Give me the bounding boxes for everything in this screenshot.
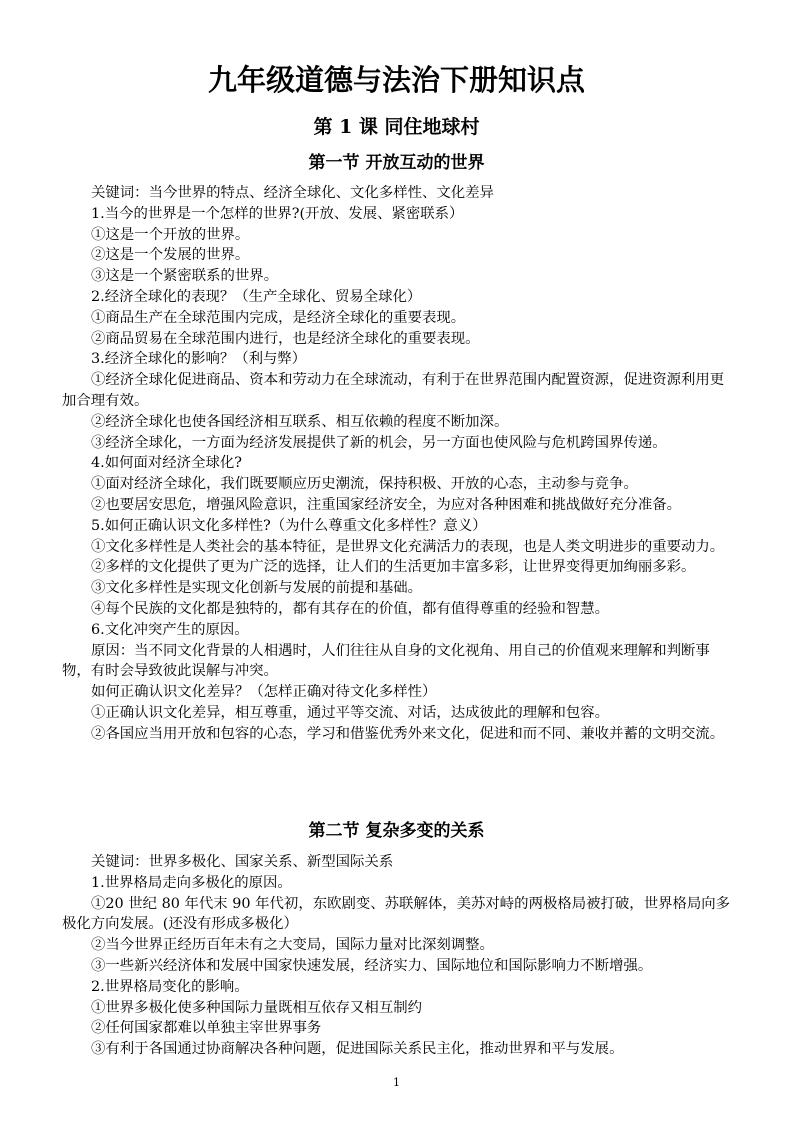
paragraph: ③有利于各国通过协商解决各种问题，促进国际关系民主化，推动世界和平与发展。	[91, 1041, 624, 1058]
paragraph: ③经济全球化，一方面为经济发展提供了新的机会，另一方面也使风险与危机跨国界传递。	[91, 434, 667, 451]
paragraph: ②多样的文化提供了更为广泛的选择，让人们的生活更加丰富多彩，让世界变得更加绚丽多彩。	[91, 559, 696, 576]
paragraph: ③一些新兴经济体和发展中国家快速发展，经济实力、国际地位和国际影响力不断增强。	[91, 957, 653, 974]
paragraph: 6.文化冲突产生的原因。	[91, 621, 249, 638]
paragraph: ②这是一个发展的世界。	[91, 247, 250, 264]
paragraph: ③这是一个紧密联系的世界。	[91, 268, 279, 285]
paragraph: ①文化多样性是人类社会的基本特征，是世界文化充满活力的表现，也是人类文明进步的重要动力。	[91, 538, 725, 555]
paragraph: 关键词：当今世界的特点、经济全球化、文化多样性、文化差异	[91, 185, 494, 201]
lesson-title: 第 1 课 同住地球村	[313, 116, 480, 138]
paragraph: ①这是一个开放的世界。	[91, 226, 250, 243]
paragraph: 2.世界格局变化的影响。	[91, 978, 249, 995]
paragraph: 1.当今的世界是一个怎样的世界?(开放、发展、紧密联系）	[91, 205, 464, 222]
paragraph: 如何正确认识文化差异？（怎样正确对待文化多样性）	[91, 684, 437, 701]
paragraph: ①20 世纪 80 年代末 90 年代初，东欧剧变、苏联解体，美苏对峙的两极格局被打破，世界格局向多极化方向发展。(还没有形成多极化）	[62, 895, 731, 933]
paragraph: ①世界多极化使多种国际力量既相互依存又相互制约	[91, 999, 422, 1016]
section-1-body	[62, 183, 734, 745]
paragraph: ②当今世界正经历百年未有之大变局，国际力量对比深刻调整。	[91, 937, 494, 954]
paragraph: ①面对经济全球化，我们既要顺应历史潮流，保持积极、开放的心态，主动参与竞争。	[91, 476, 638, 493]
paragraph: 原因：当不同文化背景的人相遇时，人们往往从自身的文化视角、用自己的价值观来理解和判断事物，有时会导致彼此误解与冲突。	[62, 642, 710, 680]
section-2-body	[62, 852, 734, 1060]
paragraph: ④每个民族的文化都是独特的，都有其存在的价值，都有值得尊重的经验和智慧。	[91, 600, 610, 617]
paragraph: 3.经济全球化的影响？（利与弊）	[91, 351, 307, 368]
paragraph: 关键词：世界多极化、国家关系、新型国际关系	[91, 854, 394, 870]
paragraph: 1.世界格局走向多极化的原因。	[91, 874, 292, 891]
document-title: 九年级道德与法治下册知识点	[207, 63, 585, 97]
section-title: 第一节 开放互动的世界	[308, 153, 485, 173]
paragraph: ②商品贸易在全球范围内进行，也是经济全球化的重要表现。	[91, 330, 480, 347]
paragraph: 4.如何面对经济全球化?	[91, 455, 242, 472]
paragraph: ②经济全球化也使各国经济相互联系、相互依赖的程度不断加深。	[91, 413, 509, 430]
paragraph: ①经济全球化促进商品、资本和劳动力在全球流动，有利于在世界范围内配置资源，促进资源利用更加合理有效。	[62, 372, 725, 409]
paragraph: 2.经济全球化的表现？（生产全球化、贸易全球化）	[91, 288, 422, 305]
paragraph: ②任何国家都难以单独主宰世界事务	[91, 1020, 322, 1037]
paragraph: 5.如何正确认识文化多样性?（为什么尊重文化多样性？意义）	[91, 517, 487, 534]
paragraph: ①正确认识文化差异，相互尊重，通过平等交流、对话，达成彼此的理解和包容。	[91, 704, 610, 721]
paragraph: ②也要居安思危，增强风险意识，注重国家经济安全，为应对各种困难和挑战做好充分准备。	[91, 496, 682, 513]
page-number: 1	[393, 1076, 400, 1089]
paragraph: ①商品生产在全球范围内完成，是经济全球化的重要表现。	[91, 309, 466, 326]
paragraph: ③文化多样性是实现文化创新与发展的前提和基础。	[91, 580, 422, 597]
paragraph: ②各国应当用开放和包容的心态，学习和借鉴优秀外来文化，促进和而不同、兼收并蓄的文明交流。	[91, 725, 725, 742]
section-title: 第二节 复杂多变的关系	[308, 821, 485, 841]
